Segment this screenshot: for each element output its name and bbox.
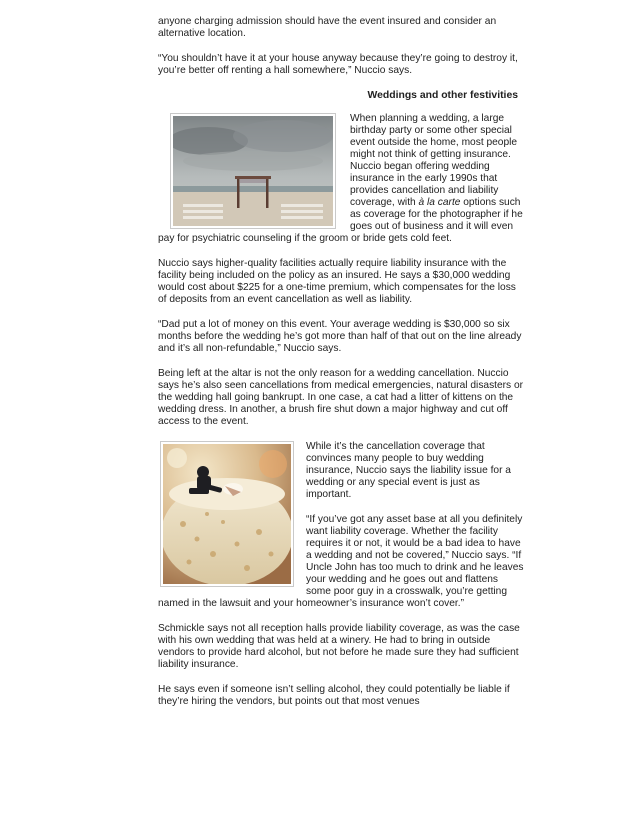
paragraph-3-text-b: options such as coverage for the photographer if he goes out of business and it will even pay for psychiatric counseling if the groom or bride gets cold feet. <box>158 197 523 244</box>
paragraph-1: anyone charging admission should have the event insured and consider an alternative location. <box>158 16 497 39</box>
article-page <box>158 16 524 721</box>
section-heading: Weddings and other festivities <box>367 90 518 101</box>
paragraph-3-italic: à la carte <box>418 197 461 208</box>
paragraph-9: Schmickle says not all reception halls provide liability coverage, as was the case with his own wedding that was held at a winery. He had to bring in outside vendors to provide hard alcohol, but not before he made sure they had sufficient liability insurance. <box>158 623 520 670</box>
paragraph-5: “Dad put a lot of money on this event. Your average wedding is $30,000 so six months before the wedding he’s got more than half of that out on the line already and it’s all non-refundable,” Nuccio says. <box>158 319 522 354</box>
wedding-cake-topper-photo <box>160 441 294 587</box>
beach-wedding-arch-photo <box>170 113 336 229</box>
paragraph-4: Nuccio says higher-quality facilities actually require liability insurance with the facility being included on the policy as an insured. He says a $30,000 wedding would cost about $225 for a one-time premium, which compensates for the loss of deposits from an event cancellation as well as liability. <box>158 258 516 305</box>
paragraph-6: Being left at the altar is not the only reason for a wedding cancellation. Nuccio says he’s also seen cancellations from medical emergencies, natural disasters or the wedding hall going bankrupt. In one case, a cat had a litter of kittens on the wedding dress. In another, a brush fire shut down a major highway and cut off access to the event. <box>158 368 524 427</box>
paragraph-3-text-a: When planning a wedding, a large birthday party or some other special event outside the home, most people might not think of getting insurance. Nuccio began offering wedding insurance in the early 1990s that provides cancellation and liability coverage, with <box>350 113 518 208</box>
paragraph-7: While it’s the cancellation coverage that convinces many people to buy wedding insurance, Nuccio says the liability issue for a wedding or any special event is just as important. <box>306 441 511 500</box>
paragraph-2: “You shouldn’t have it at your house anyway because they’re going to destroy it, you’re better off renting a hall somewhere,” Nuccio says. <box>158 53 518 76</box>
paragraph-10: He says even if someone isn’t selling alcohol, they could potentially be liable if they’re hiring the vendors, but points out that most venues <box>158 684 510 707</box>
paragraph-8: “If you’ve got any asset base at all you definitely want liability coverage. Whether the facility requires it or not, it would be a bad idea to have a wedding and not be covered,” Nuccio says. “If Uncle John has too much to drink and he leaves your wedding and he goes out and flattens some poor guy in a crosswalk, you’re getting named in the lawsuit and your homeowner’s insurance won’t cover.” <box>158 514 524 609</box>
